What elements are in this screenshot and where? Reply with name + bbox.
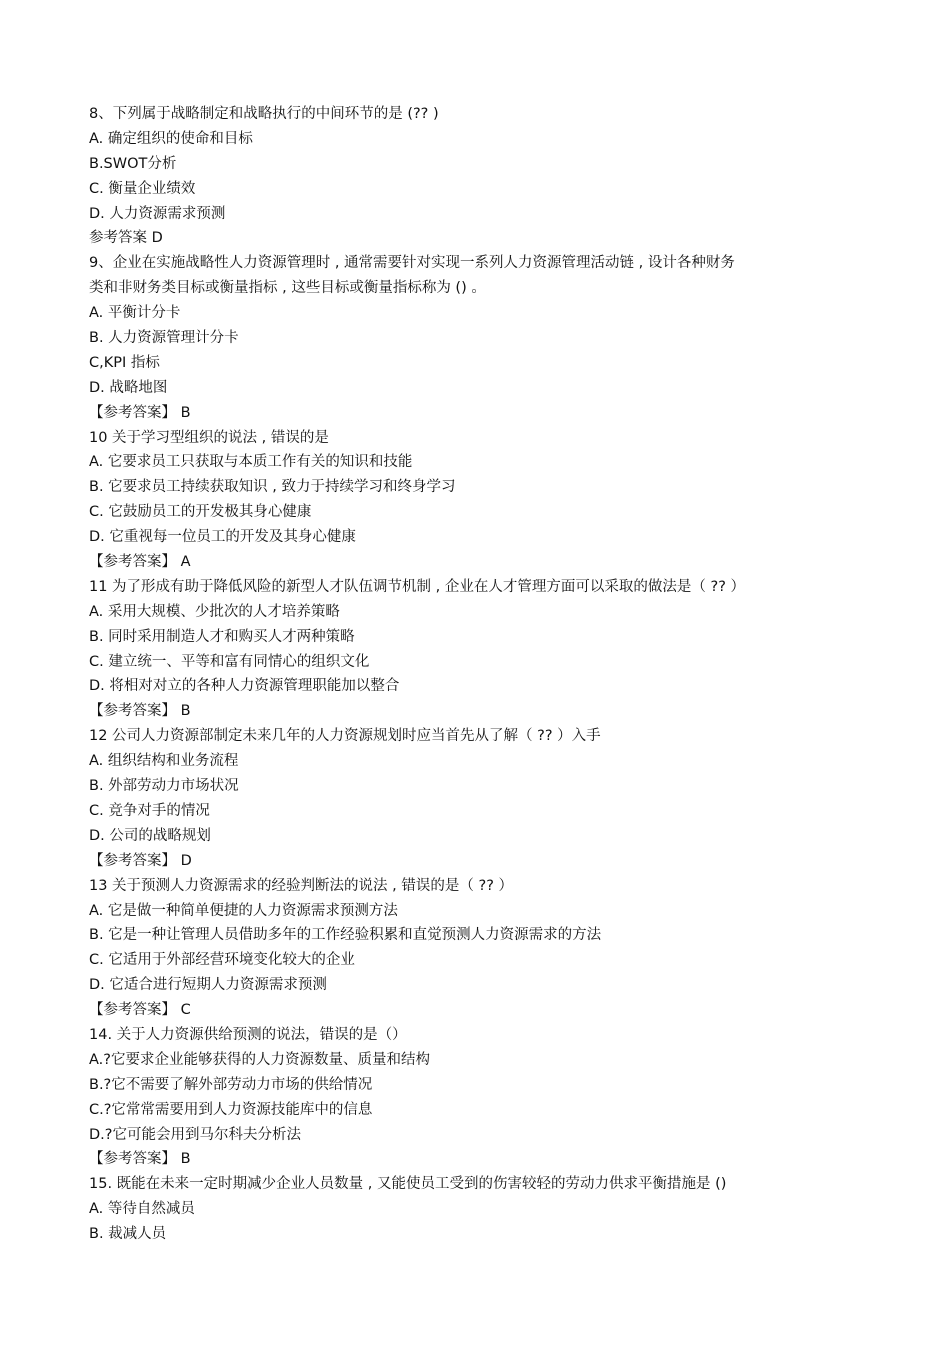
question-14-stem: 14. 关于人力资源供给预测的说法，错误的是（） <box>89 1026 407 1043</box>
question-12-option-c: C. 竞争对手的情况 <box>89 802 210 819</box>
question-12-option-b: B. 外部劳动力市场状况 <box>89 778 239 795</box>
question-10-option-d: D. 它重视每一位员工的开发及其身心健康 <box>89 529 356 546</box>
exam-text <box>89 102 879 1247</box>
question-8-option-c: C. 衡量企业绩效 <box>89 180 196 197</box>
question-11-option-a: A. 采用大规模、少批次的人才培养策略 <box>89 603 340 620</box>
question-15-option-b: B. 裁减人员 <box>89 1226 167 1243</box>
question-14-option-d: D.?它可能会用到马尔科夫分析法 <box>89 1126 301 1143</box>
question-10-answer: 【参考答案】 A <box>89 554 191 571</box>
question-13-option-a: A. 它是做一种简单便捷的人力资源需求预测方法 <box>89 902 398 919</box>
question-8-answer: 参考答案 D <box>89 230 163 247</box>
question-9-answer: 【参考答案】 B <box>89 404 191 421</box>
question-10-option-a: A. 它要求员工只获取与本质工作有关的知识和技能 <box>89 454 413 471</box>
question-12-option-d: D. 公司的战略规划 <box>89 827 211 844</box>
question-14-answer: 【参考答案】 B <box>89 1151 191 1168</box>
question-9-stem-cont: 类和非财务类目标或衡量指标 , 这些目标或衡量指标称为 () 。 <box>89 280 486 297</box>
question-11-option-d: D. 将相对对立的各种人力资源管理职能加以整合 <box>89 678 400 695</box>
question-13-stem: 13 关于预测人力资源需求的经验判断法的说法 , 错误的是（ ?? ） <box>89 877 513 894</box>
question-8-option-b: B.SWOT分析 <box>89 155 177 172</box>
question-10-stem: 10 关于学习型组织的说法 , 错误的是 <box>89 429 329 446</box>
question-10-option-b: B. 它要求员工持续获取知识 , 致力于持续学习和终身学习 <box>89 479 456 496</box>
question-12-stem: 12 公司人力资源部制定未来几年的人力资源规划时应当首先从了解（ ?? ）入手 <box>89 728 601 745</box>
question-11-option-b: B. 同时采用制造人才和购买人才两种策略 <box>89 628 355 645</box>
question-15-option-a: A. 等待自然减员 <box>89 1201 195 1218</box>
question-8-stem: 8、下列属于战略制定和战略执行的中间环节的是 (?? ) <box>89 106 439 122</box>
question-13-answer: 【参考答案】 C <box>89 1002 191 1019</box>
question-15-stem: 15. 既能在未来一定时期减少企业人员数量 , 又能使员工受到的伤害较轻的劳动力供求平衡措施是 () <box>89 1176 727 1193</box>
question-9-option-b: B. 人力资源管理计分卡 <box>89 330 239 347</box>
question-12-answer: 【参考答案】 D <box>89 852 192 869</box>
question-9-stem: 9、企业在实施战略性人力资源管理时 , 通常需要针对实现一系列人力资源管理活动链 , 设计各种财务 <box>89 255 735 272</box>
question-8-option-a: A. 确定组织的使命和目标 <box>89 130 253 147</box>
question-13-option-c: C. 它适用于外部经营环境变化较大的企业 <box>89 952 355 969</box>
question-9-option-a: A. 平衡计分卡 <box>89 305 181 322</box>
question-14-option-c: C.?它常常需要用到人力资源技能库中的信息 <box>89 1101 373 1118</box>
question-11-stem: 11 为了形成有助于降低风险的新型人才队伍调节机制 , 企业在人才管理方面可以采取的做法是（ ?? ） <box>89 578 745 595</box>
question-10-option-c: C. 它鼓励员工的开发极其身心健康 <box>89 504 312 521</box>
question-13-option-d: D. 它适合进行短期人力资源需求预测 <box>89 977 327 994</box>
question-9-option-c: C,KPI 指标 <box>89 354 160 371</box>
question-13-option-b: B. 它是一种让管理人员借助多年的工作经验积累和直觉预测人力资源需求的方法 <box>89 927 602 944</box>
question-11-answer: 【参考答案】 B <box>89 703 191 720</box>
question-14-option-a: A.?它要求企业能够获得的人力资源数量、质量和结构 <box>89 1051 430 1068</box>
question-11-option-c: C. 建立统一、平等和富有同情心的组织文化 <box>89 653 370 670</box>
question-12-option-a: A. 组织结构和业务流程 <box>89 753 239 770</box>
question-14-option-b: B.?它不需要了解外部劳动力市场的供给情况 <box>89 1076 373 1093</box>
question-8-option-d: D. 人力资源需求预测 <box>89 205 226 222</box>
question-9-option-d: D. 战略地图 <box>89 379 168 396</box>
